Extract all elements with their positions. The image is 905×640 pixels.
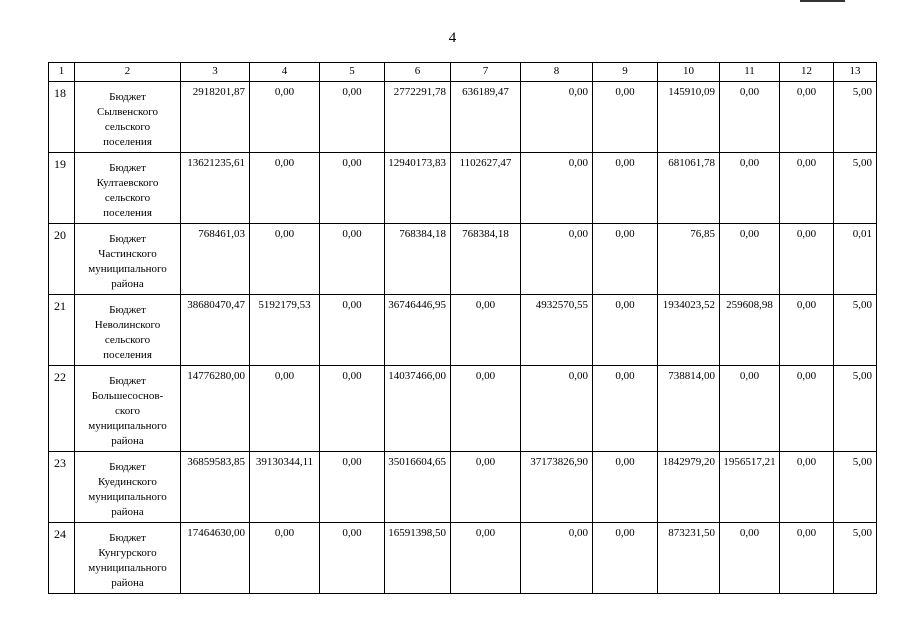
column-header: 8: [521, 63, 593, 82]
value-cell: 39130344,11: [250, 452, 320, 523]
budget-name-line: сельского: [104, 121, 151, 133]
budget-name-line: муниципального: [88, 562, 167, 574]
value-cell: 0,00: [780, 82, 834, 153]
value-cell: 681061,78: [658, 153, 720, 224]
budget-name-line: Бюджет: [109, 532, 146, 544]
budget-name-line: муниципального: [88, 263, 167, 275]
column-header: 10: [658, 63, 720, 82]
value-cell: 36859583,85: [181, 452, 250, 523]
value-cell: 0,00: [593, 153, 658, 224]
value-cell: 0,00: [780, 295, 834, 366]
value-cell: 12940173,83: [385, 153, 451, 224]
table-row: [49, 523, 877, 594]
value-cell: 5192179,53: [250, 295, 320, 366]
value-cell: 0,01: [834, 224, 877, 295]
value-cell: 0,00: [593, 224, 658, 295]
value-cell: 17464630,00: [181, 523, 250, 594]
budget-name-line: поселения: [103, 207, 152, 219]
budget-name-line: поселения: [103, 349, 152, 361]
row-number: 19: [49, 153, 75, 224]
value-cell: 145910,09: [658, 82, 720, 153]
budget-name-line: Частинского: [98, 248, 157, 260]
budget-name: [75, 523, 181, 594]
value-cell: 259608,98: [720, 295, 780, 366]
budget-name-line: района: [111, 278, 144, 290]
value-cell: 0,00: [521, 153, 593, 224]
value-cell: 76,85: [658, 224, 720, 295]
budget-name-line: района: [111, 577, 144, 589]
value-cell: 768461,03: [181, 224, 250, 295]
value-cell: 38680470,47: [181, 295, 250, 366]
row-number: 23: [49, 452, 75, 523]
budget-name: [75, 153, 181, 224]
value-cell: 1934023,52: [658, 295, 720, 366]
column-header: 1: [49, 63, 75, 82]
column-header: 6: [385, 63, 451, 82]
budget-name-line: Сылвенского: [96, 106, 159, 118]
value-cell: 873231,50: [658, 523, 720, 594]
budget-name-line: сельского: [104, 192, 151, 204]
value-cell: 0,00: [720, 523, 780, 594]
table-row: [49, 295, 877, 366]
value-cell: 0,00: [780, 153, 834, 224]
value-cell: 0,00: [320, 295, 385, 366]
value-cell: 0,00: [250, 153, 320, 224]
value-cell: 16591398,50: [385, 523, 451, 594]
value-cell: 0,00: [320, 153, 385, 224]
value-cell: 1956517,21: [720, 452, 780, 523]
budget-name-line: Бюджет: [109, 375, 146, 387]
value-cell: 0,00: [780, 224, 834, 295]
value-cell: 36746446,95: [385, 295, 451, 366]
value-cell: 0,00: [320, 523, 385, 594]
row-number: 24: [49, 523, 75, 594]
budget-name-line: муниципального: [88, 420, 167, 432]
budget-name-line: Бюджет: [109, 304, 146, 316]
table-row: [49, 82, 877, 153]
value-cell: 0,00: [780, 452, 834, 523]
value-cell: 5,00: [834, 366, 877, 452]
value-cell: 0,00: [780, 523, 834, 594]
budget-name-line: Бюджет: [109, 162, 146, 174]
budget-name-line: района: [111, 506, 144, 518]
column-header: 11: [720, 63, 780, 82]
budget-name-line: Бюджет: [109, 91, 146, 103]
value-cell: 13621235,61: [181, 153, 250, 224]
row-number: 21: [49, 295, 75, 366]
value-cell: 0,00: [250, 224, 320, 295]
row-number: 22: [49, 366, 75, 452]
value-cell: 0,00: [320, 82, 385, 153]
value-cell: 0,00: [593, 82, 658, 153]
budget-name-line: района: [111, 435, 144, 447]
value-cell: 0,00: [521, 366, 593, 452]
budget-name: [75, 82, 181, 153]
value-cell: 636189,47: [451, 82, 521, 153]
budget-name-line: поселения: [103, 136, 152, 148]
budget-name-line: ского: [115, 405, 140, 417]
column-header: 9: [593, 63, 658, 82]
value-cell: 0,00: [250, 82, 320, 153]
column-header: 12: [780, 63, 834, 82]
value-cell: 0,00: [720, 366, 780, 452]
value-cell: 0,00: [593, 452, 658, 523]
value-cell: 768384,18: [385, 224, 451, 295]
value-cell: 1842979,20: [658, 452, 720, 523]
column-header: 13: [834, 63, 877, 82]
value-cell: 0,00: [521, 523, 593, 594]
value-cell: 0,00: [320, 366, 385, 452]
value-cell: 14776280,00: [181, 366, 250, 452]
value-cell: 0,00: [250, 366, 320, 452]
value-cell: 0,00: [720, 82, 780, 153]
budget-name-line: Кунгурского: [98, 547, 157, 559]
value-cell: 5,00: [834, 295, 877, 366]
value-cell: 4932570,55: [521, 295, 593, 366]
column-header: 5: [320, 63, 385, 82]
value-cell: 14037466,00: [385, 366, 451, 452]
page-number: 4: [448, 30, 457, 46]
value-cell: 5,00: [834, 452, 877, 523]
value-cell: 0,00: [593, 295, 658, 366]
row-number: 20: [49, 224, 75, 295]
table-row: [49, 366, 877, 452]
value-cell: 0,00: [451, 295, 521, 366]
header-row: [49, 63, 877, 82]
column-header: 7: [451, 63, 521, 82]
value-cell: 0,00: [780, 366, 834, 452]
value-cell: 5,00: [834, 523, 877, 594]
value-cell: 0,00: [320, 224, 385, 295]
budget-name: [75, 452, 181, 523]
value-cell: 768384,18: [451, 224, 521, 295]
budget-name: [75, 366, 181, 452]
value-cell: 0,00: [593, 366, 658, 452]
value-cell: 35016604,65: [385, 452, 451, 523]
value-cell: 0,00: [521, 82, 593, 153]
budget-table: [48, 62, 877, 594]
column-header: 3: [181, 63, 250, 82]
budget-name-line: сельского: [104, 334, 151, 346]
table-row: [49, 452, 877, 523]
column-header: 4: [250, 63, 320, 82]
top-edge-line: [800, 0, 845, 2]
value-cell: 0,00: [521, 224, 593, 295]
column-header: 2: [75, 63, 181, 82]
value-cell: 2772291,78: [385, 82, 451, 153]
value-cell: 5,00: [834, 82, 877, 153]
table-row: [49, 153, 877, 224]
value-cell: 0,00: [593, 523, 658, 594]
value-cell: 0,00: [451, 452, 521, 523]
budget-name: [75, 295, 181, 366]
budget-name-line: Большесоснов-: [91, 390, 164, 402]
budget-name-line: Бюджет: [109, 461, 146, 473]
budget-name-line: муниципального: [88, 491, 167, 503]
table-row: [49, 224, 877, 295]
value-cell: 0,00: [451, 366, 521, 452]
value-cell: 0,00: [320, 452, 385, 523]
budget-name-line: Куединского: [98, 476, 157, 488]
value-cell: 37173826,90: [521, 452, 593, 523]
value-cell: 738814,00: [658, 366, 720, 452]
budget-name-line: Неволинского: [94, 319, 161, 331]
value-cell: 2918201,87: [181, 82, 250, 153]
value-cell: 0,00: [451, 523, 521, 594]
budget-name-line: Култаевского: [96, 177, 159, 189]
value-cell: 0,00: [720, 224, 780, 295]
value-cell: 0,00: [250, 523, 320, 594]
value-cell: 1102627,47: [451, 153, 521, 224]
budget-name-line: Бюджет: [109, 233, 146, 245]
budget-name: [75, 224, 181, 295]
value-cell: 0,00: [720, 153, 780, 224]
value-cell: 5,00: [834, 153, 877, 224]
row-number: 18: [49, 82, 75, 153]
